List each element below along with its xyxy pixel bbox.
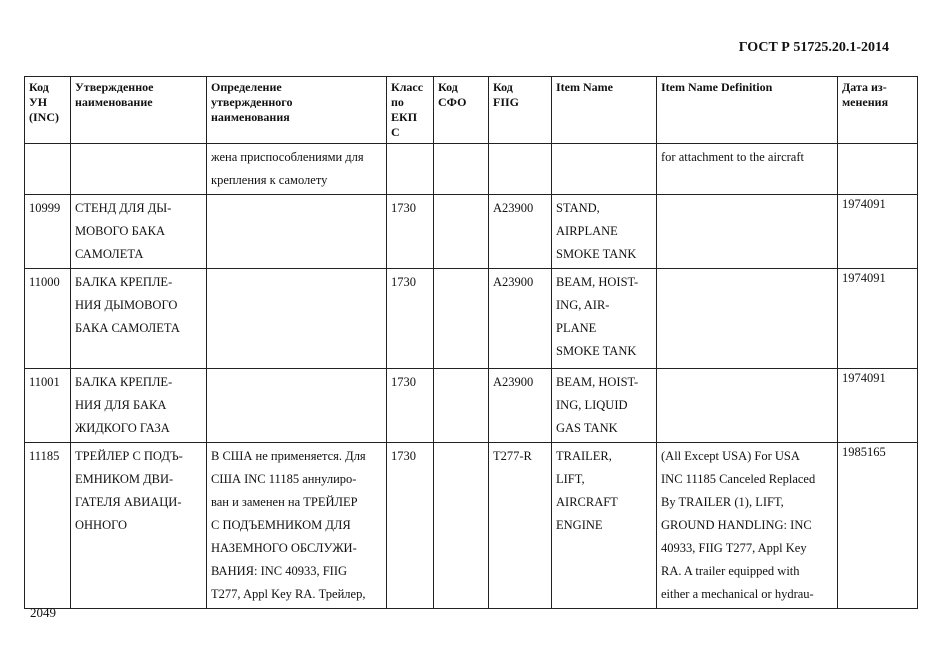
- table-header-row: [25, 77, 918, 144]
- cell-name: [71, 443, 207, 609]
- cell-text: 11001: [29, 375, 60, 389]
- cell-text: 1730: [391, 375, 416, 389]
- cell-class: [387, 195, 434, 269]
- cell-date: [838, 269, 918, 369]
- cell-inc: [25, 443, 71, 609]
- cell-definition: [207, 144, 387, 195]
- cell-text: 1974091: [842, 271, 886, 285]
- cell-fiig: [489, 195, 552, 269]
- cell-fiig: [489, 269, 552, 369]
- cell-sfo: [434, 369, 489, 443]
- cell-definition: [207, 369, 387, 443]
- cell-definition: [207, 443, 387, 609]
- cell-date: [838, 195, 918, 269]
- cell-text: 1730: [391, 449, 416, 463]
- cell-definition: [207, 269, 387, 369]
- cell-sfo: [434, 269, 489, 369]
- column-header-class: Класс по ЕКП С: [387, 77, 434, 144]
- cell-item-def: [657, 195, 838, 269]
- column-header-definition: Определение утвержденного наименования: [207, 77, 387, 144]
- column-header-fiig: Код FIIG: [489, 77, 552, 144]
- nomenclature-table: [24, 76, 918, 609]
- cell-item-def: [657, 144, 838, 195]
- cell-item-def: [657, 269, 838, 369]
- cell-class: [387, 369, 434, 443]
- cell-text: жена приспособлениями для крепления к самолету: [211, 150, 364, 187]
- cell-inc: [25, 269, 71, 369]
- cell-fiig: [489, 443, 552, 609]
- cell-name: [71, 195, 207, 269]
- cell-date: [838, 443, 918, 609]
- cell-text: A23900: [493, 375, 534, 389]
- column-header-inc: Код УН (INC): [25, 77, 71, 144]
- cell-fiig: [489, 144, 552, 195]
- table-body: [25, 144, 918, 609]
- cell-text: ТРЕЙЛЕР С ПОДЪ- ЕМНИКОМ ДВИ- ГАТЕЛЯ АВИАЦИ- ОННОГО: [75, 449, 183, 532]
- table-row: [25, 443, 918, 609]
- column-header-approved-name: Утвержденное наименование: [71, 77, 207, 144]
- cell-text: BEAM, HOIST- ING, AIR- PLANE SMOKE TANK: [556, 275, 639, 358]
- cell-class: [387, 443, 434, 609]
- cell-text: A23900: [493, 275, 534, 289]
- cell-text: 11185: [29, 449, 60, 463]
- column-header-item-name: Item Name: [552, 77, 657, 144]
- cell-item-def: [657, 443, 838, 609]
- cell-text: В США не применяется. Для США INC 11185 аннулиро- ван и заменен на ТРЕЙЛЕР С ПОДЪЕМНИКОМ ДЛЯ НАЗЕМНОГО ОБСЛУЖИ- ВАНИЯ: INC 40933, FIIG T277, Appl Key RA. Трейлер,: [211, 449, 366, 601]
- cell-date: [838, 369, 918, 443]
- cell-text: 10999: [29, 201, 61, 215]
- cell-item-name: [552, 269, 657, 369]
- cell-text: 1730: [391, 201, 416, 215]
- cell-item-name: [552, 443, 657, 609]
- cell-inc: [25, 369, 71, 443]
- cell-item-def: [657, 369, 838, 443]
- cell-sfo: [434, 195, 489, 269]
- column-header-change-date: Дата из- менения: [838, 77, 918, 144]
- cell-text: for attachment to the aircraft: [661, 150, 804, 164]
- cell-class: [387, 269, 434, 369]
- cell-text: (All Except USA) For USA INC 11185 Canceled Replaced By TRAILER (1), LIFT, GROUND HANDLING: INC 40933, FIIG T277, Appl Key RA. A trailer equipped with either a mechanical or hydrau-: [661, 449, 816, 601]
- cell-text: T277-R: [493, 449, 532, 463]
- page-number: 2049: [30, 605, 56, 620]
- cell-inc: [25, 195, 71, 269]
- cell-text: 1730: [391, 275, 416, 289]
- cell-sfo: [434, 144, 489, 195]
- cell-name: [71, 269, 207, 369]
- column-header-item-definition: Item Name Definition: [657, 77, 838, 144]
- cell-text: 1985165: [842, 445, 886, 459]
- cell-text: БАЛКА КРЕПЛЕ- НИЯ ДЫМОВОГО БАКА САМОЛЕТА: [75, 275, 180, 335]
- table-row: [25, 195, 918, 269]
- cell-date: [838, 144, 918, 195]
- cell-fiig: [489, 369, 552, 443]
- cell-text: TRAILER, LIFT, AIRCRAFT ENGINE: [556, 449, 618, 532]
- document-header: [739, 40, 889, 56]
- cell-text: A23900: [493, 201, 534, 215]
- cell-text: СТЕНД ДЛЯ ДЫ- МОВОГО БАКА САМОЛЕТА: [75, 201, 172, 261]
- cell-sfo: [434, 443, 489, 609]
- cell-item-name: [552, 195, 657, 269]
- cell-item-name: [552, 144, 657, 195]
- table-row: [25, 369, 918, 443]
- cell-inc: [25, 144, 71, 195]
- column-header-sfo: Код СФО: [434, 77, 489, 144]
- cell-text: 11000: [29, 275, 60, 289]
- cell-name: [71, 369, 207, 443]
- cell-text: BEAM, HOIST- ING, LIQUID GAS TANK: [556, 375, 639, 435]
- cell-name: [71, 144, 207, 195]
- cell-item-name: [552, 369, 657, 443]
- cell-class: [387, 144, 434, 195]
- standard-number: ГОСТ Р 51725.20.1-2014: [738, 40, 889, 55]
- cell-text: STAND, AIRPLANE SMOKE TANK: [556, 201, 637, 261]
- cell-text: 1974091: [842, 371, 886, 385]
- cell-text: БАЛКА КРЕПЛЕ- НИЯ ДЛЯ БАКА ЖИДКОГО ГАЗА: [75, 375, 173, 435]
- cell-text: 1974091: [842, 197, 886, 211]
- cell-definition: [207, 195, 387, 269]
- table-row: [25, 269, 918, 369]
- table-row: [25, 144, 918, 195]
